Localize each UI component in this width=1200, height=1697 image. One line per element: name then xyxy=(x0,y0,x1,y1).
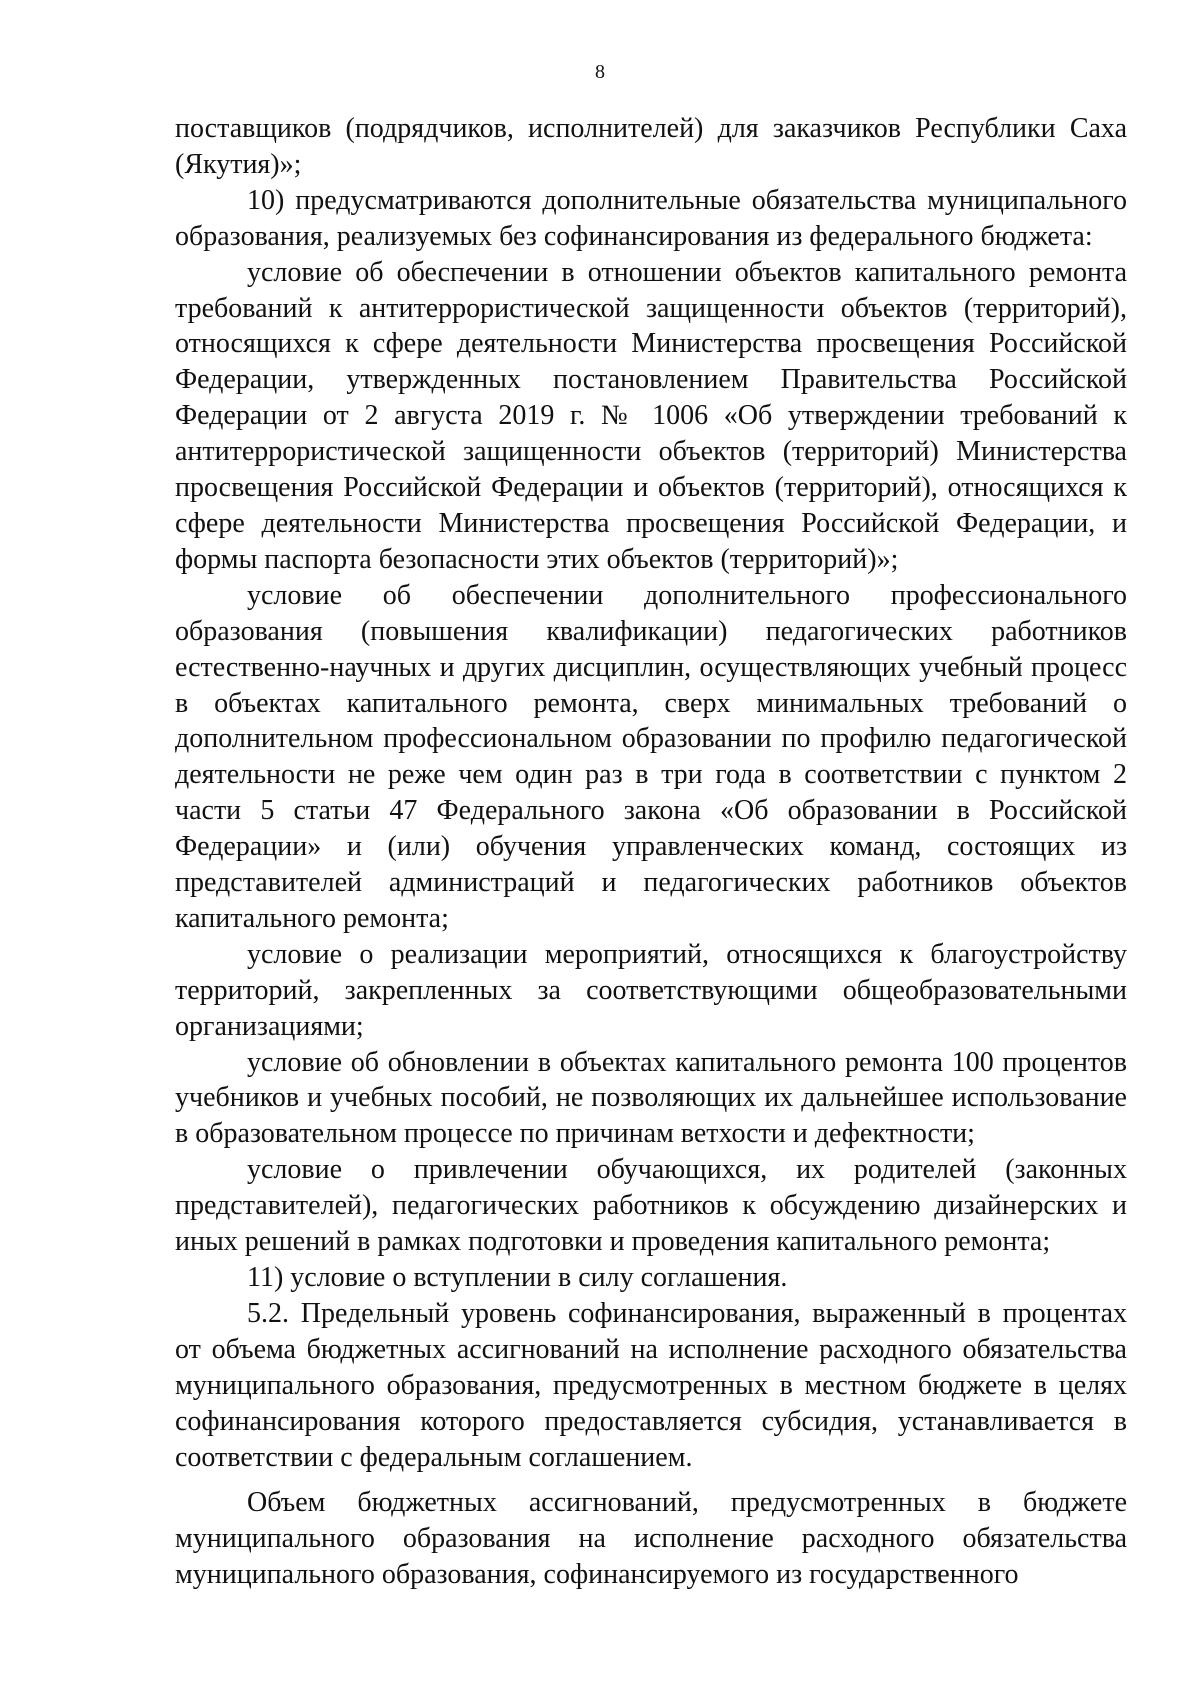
paragraph-budget-volume: Объем бюджетных ассигнований, предусмотренных в бюджете муниципального образования на исполнение расходного обязательства муниципального образования, софинансируемого из государственного xyxy=(175,1487,1127,1591)
document-body xyxy=(175,111,1127,1593)
paragraph-item-11: 11) условие о вступлении в силу соглашения. xyxy=(247,1262,788,1293)
paragraph-professional-education-condition: условие об обеспечении дополнительного профессионального образования (повышения квалификации) педагогических работников естественно-научных и других дисциплин, осуществляющих учебный процесс в объектах капитального ремонта, сверх минимальных требований о дополнительном профессиональном образовании по профилю педагогической деятельности не реже чем один раз в три года в соответствии с пунктом 2 части 5 статьи 47 Федерального закона «Об образовании в Российской Федерации» и (или) обучения управленческих команд, состоящих из представителей администраций и педагогических работников объектов капитального ремонта; xyxy=(175,579,1127,934)
paragraph-antiterror-condition: условие об обеспечении в отношении объектов капитального ремонта требований к антитеррористической защищенности объектов (территорий), относящихся к сфере деятельности Министерства просвещения Российской Федерации, утвержденных постановлением Правительства Российской Федерации от 2 августа 2019 г. № 1006 «Об утверждении требований к антитеррористической защищенности объектов (территорий) Министерства просвещения Российской Федерации и объектов (территорий), относящихся к сфере деятельности Министерства просвещения Российской Федерации, и формы паспорта безопасности этих объектов (территорий)»; xyxy=(175,256,1127,575)
paragraph-section-5-2: 5.2. Предельный уровень софинансирования, выраженный в процентах от объема бюджетных ассигнований на исполнение расходного обязательства муниципального образования, предусмотренных в местном бюджете в целях софинансирования которого предоставляется субсидия, устанавливается в соответствии с федеральным соглашением. xyxy=(175,1297,1127,1473)
paragraph-textbooks-condition: условие об обновлении в объектах капитального ремонта 100 процентов учебников и учебных пособий, не позволяющих их дальнейшее использование в образовательном процессе по причинам ветхости и дефектности; xyxy=(175,1046,1127,1150)
paragraph-discussion-condition: условие о привлечении обучающихся, их родителей (законных представителей), педагогических работников к обсуждению дизайнерских и иных решений в рамках подготовки и проведения капитального ремонта; xyxy=(175,1154,1127,1258)
page-number: 8 xyxy=(595,61,605,83)
paragraph-landscaping-condition: условие о реализации мероприятий, относящихся к благоустройству территорий, закрепленных за соответствующими общеобразовательными организациями; xyxy=(175,938,1127,1042)
paragraph-suppliers-continuation: поставщиков (подрядчиков, исполнителей) для заказчиков Республики Саха (Якутия)»; xyxy=(175,113,1127,180)
paragraph-item-10: 10) предусматриваются дополнительные обязательства муниципального образования, реализуемых без софинансирования из федерального бюджета: xyxy=(175,184,1127,252)
